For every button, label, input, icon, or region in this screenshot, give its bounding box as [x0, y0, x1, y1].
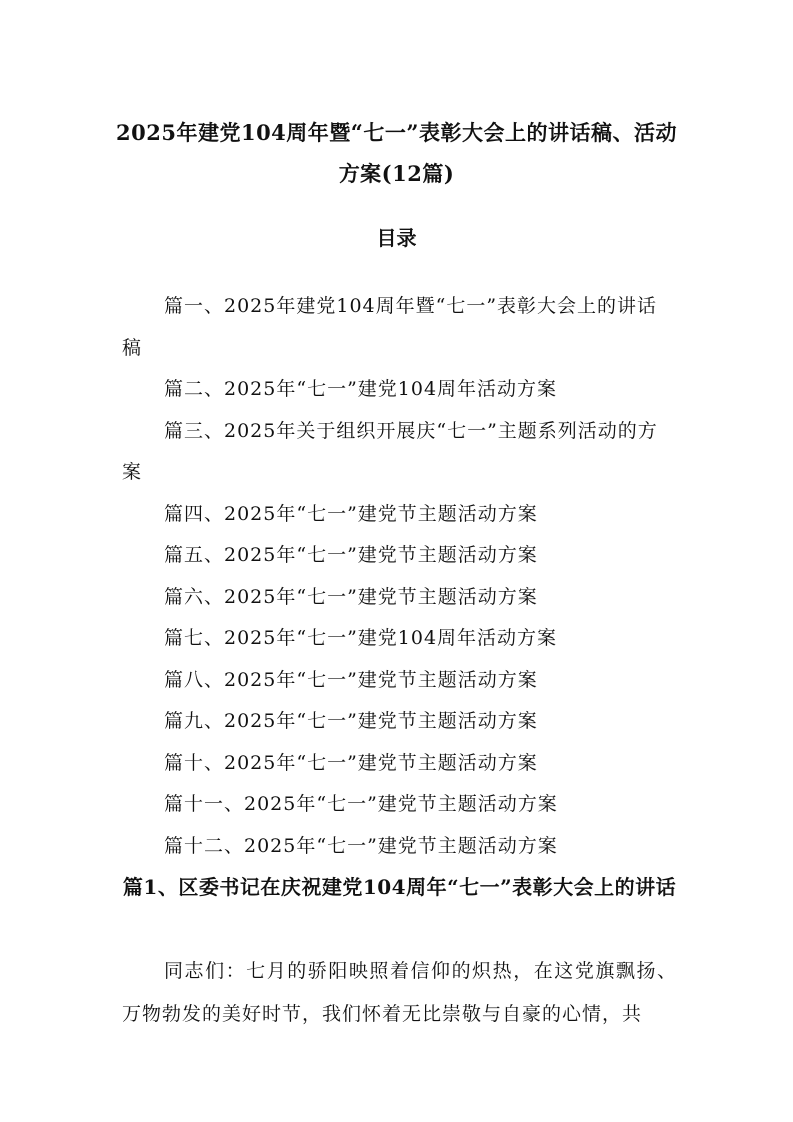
toc-item: 篇十二、2025年“七一”建党节主题活动方案: [164, 834, 558, 857]
toc-item: 篇十、2025年“七一”建党节主题活动方案: [164, 751, 538, 774]
body-paragraph: 同志们：七月的骄阳映照着信仰的炽热，在这党旗飘扬、万物勃发的美好时节，我们怀着无比崇敬与自豪的心情，共: [122, 960, 677, 1025]
toc-item: 篇十一、2025年“七一”建党节主题活动方案: [164, 793, 558, 815]
toc-item: 篇三、2025年关于组织开展庆“七一”主题系列活动的方案: [122, 419, 658, 483]
toc-item: 篇二、2025年“七一”建党104周年活动方案: [164, 378, 558, 400]
table-of-contents: [122, 286, 677, 867]
toc-item: 篇九、2025年“七一”建党节主题活动方案: [164, 710, 538, 732]
toc-item: 篇一、2025年建党104周年暨“七一”表彰大会上的讲话稿: [122, 295, 658, 359]
toc-item: 篇七、2025年“七一”建党104周年活动方案: [164, 627, 558, 649]
document-title: 2025年建党104周年暨“七一”表彰大会上的讲话稿、活动方案(12篇): [116, 120, 677, 186]
toc-item: 篇八、2025年“七一”建党节主题活动方案: [164, 668, 538, 691]
toc-heading: 目录: [376, 226, 417, 250]
section-title: 篇1、区委书记在庆祝建党104周年“七一”表彰大会上的讲话: [122, 875, 677, 899]
toc-item: 篇四、2025年“七一”建党节主题活动方案: [164, 502, 538, 525]
toc-item: 篇六、2025年“七一”建党节主题活动方案: [164, 585, 538, 608]
toc-item: 篇五、2025年“七一”建党节主题活动方案: [164, 544, 538, 566]
